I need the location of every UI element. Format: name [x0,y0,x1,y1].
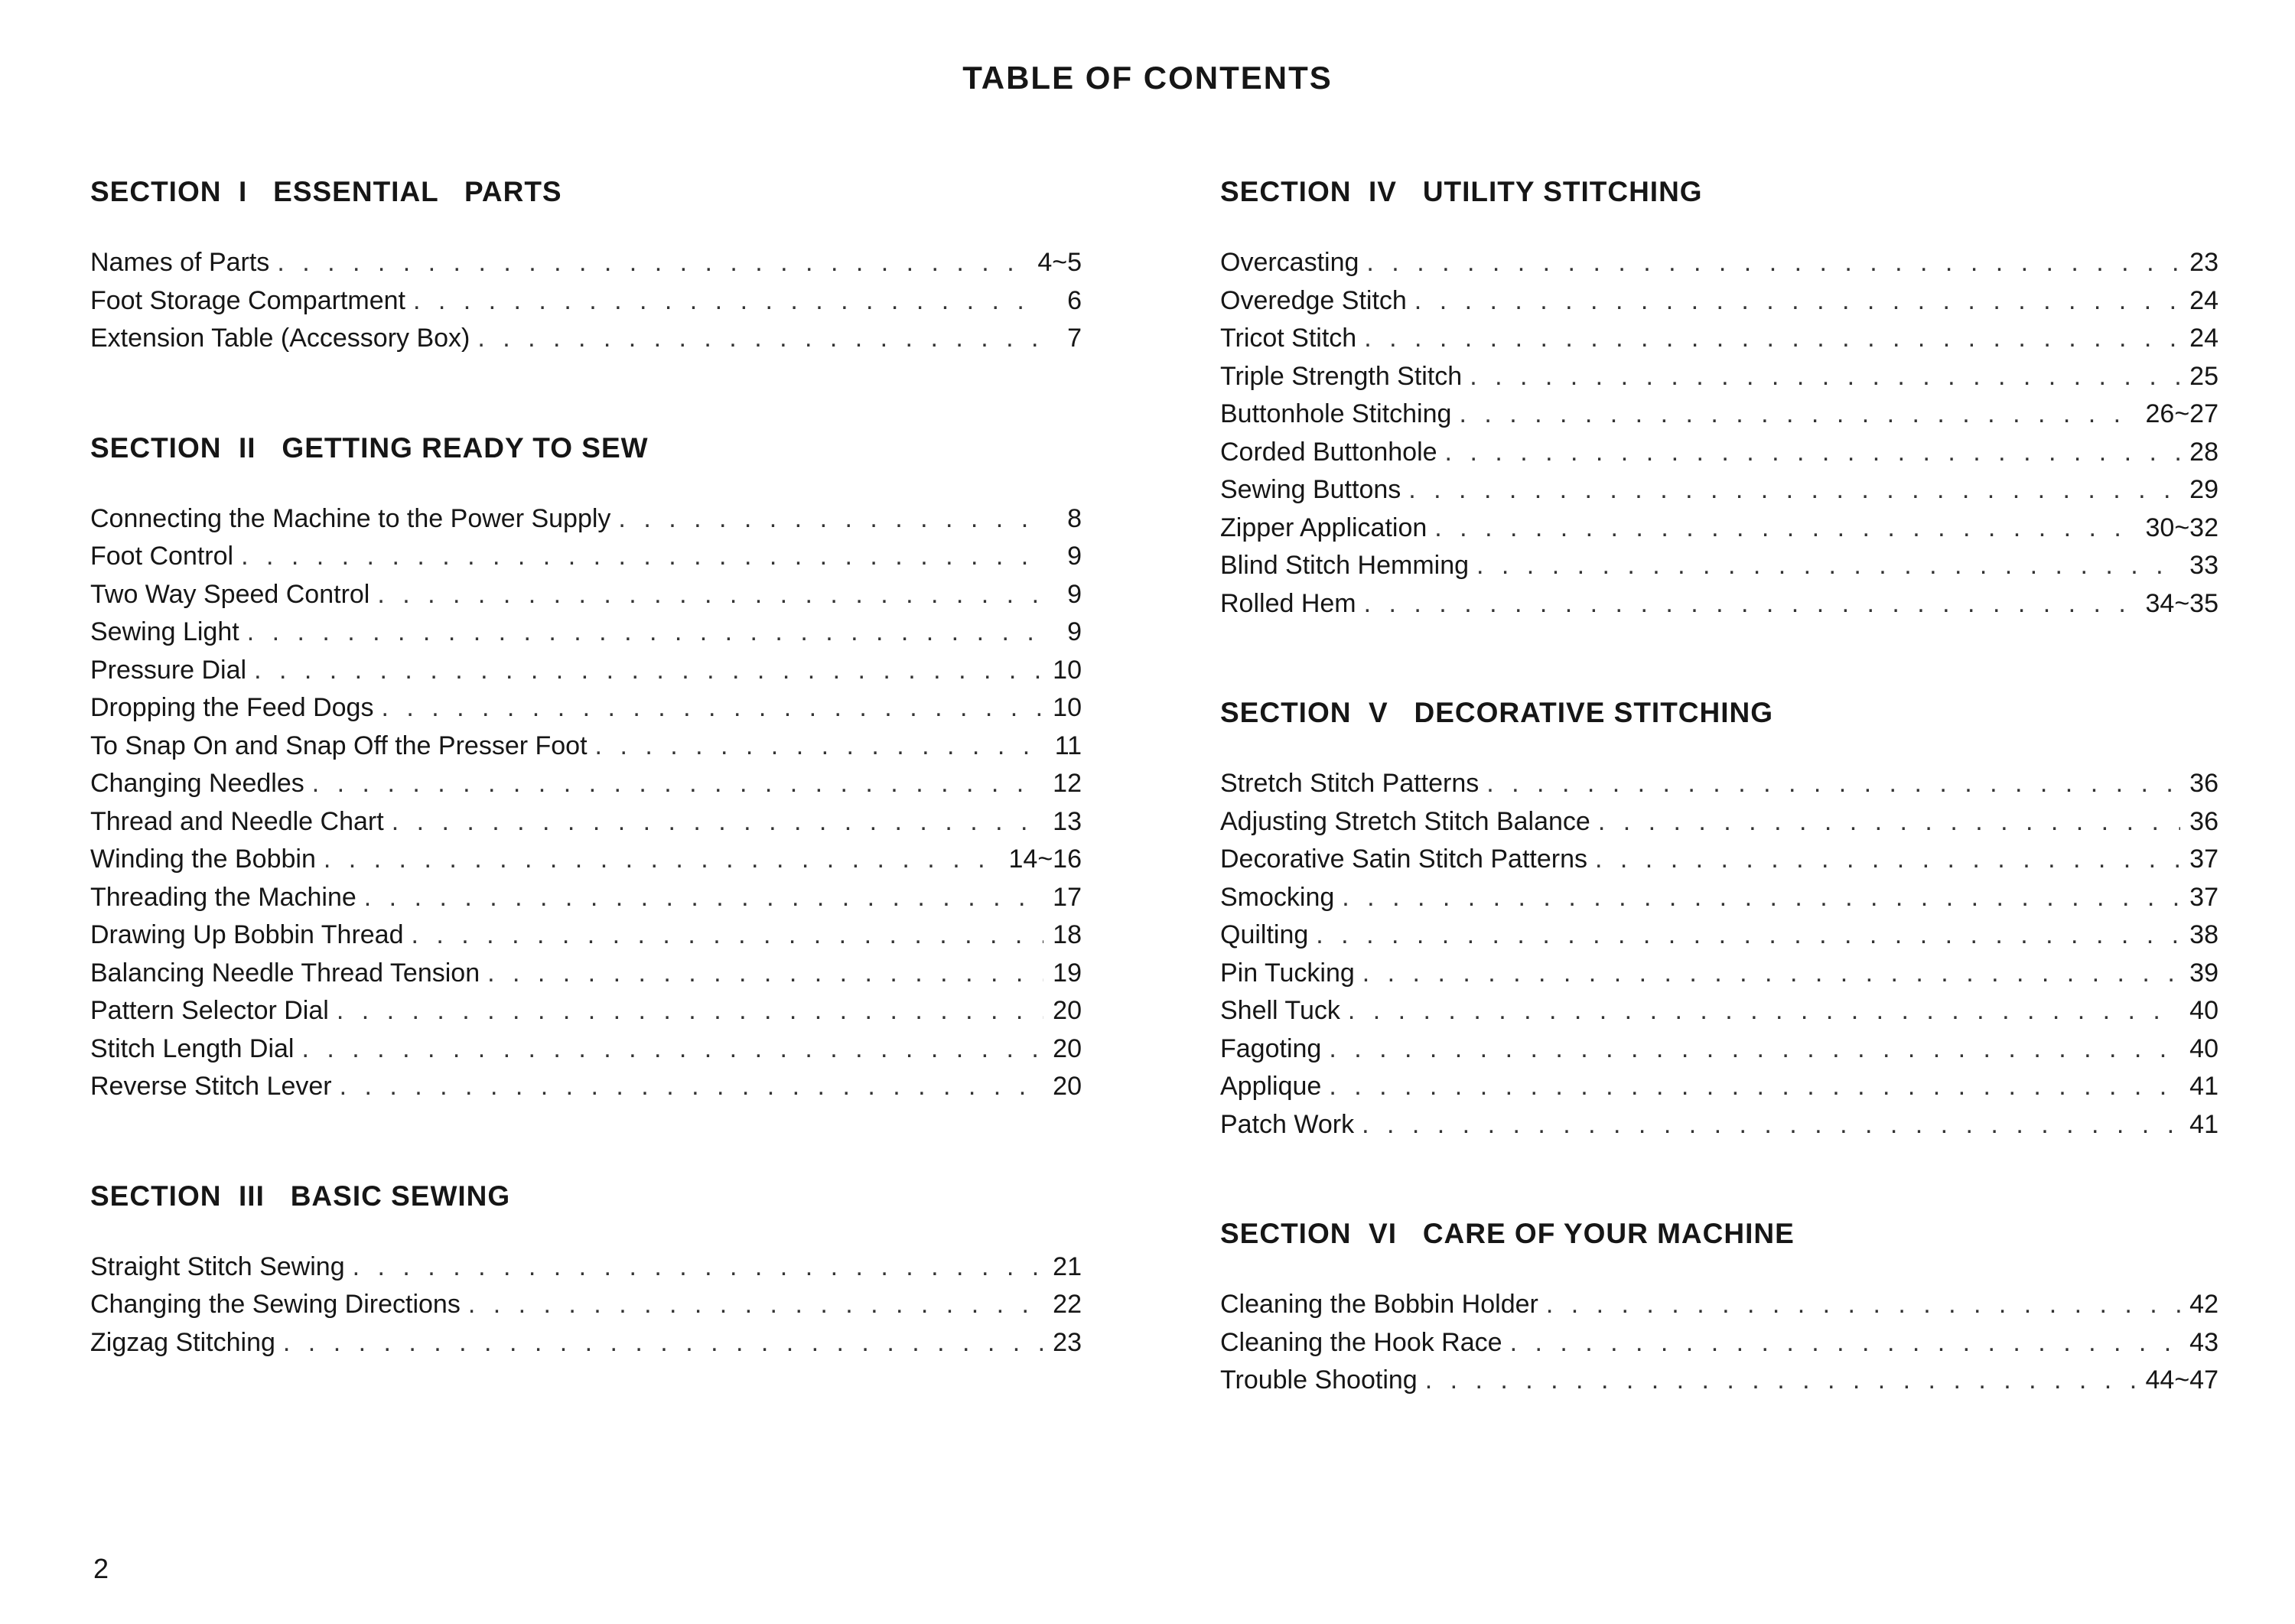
toc-entry [1220,1034,2218,1072]
toc-entry [90,845,1082,883]
entry-page: 8 [1067,503,1082,533]
entry-page: 28 [2189,437,2218,467]
toc-entry [1220,845,2218,883]
toc-entry [90,286,1082,324]
dot-leader [1445,438,2180,467]
entry-page: 12 [1053,769,1082,798]
toc-entry [1220,807,2218,845]
entry-label: Drawing Up Bobbin Thread [90,920,404,949]
entry-page: 41 [2189,1072,2218,1101]
toc-entry [90,617,1082,656]
entry-page: 36 [2189,769,2218,798]
entry-page: 14~16 [1008,845,1082,874]
dot-leader [324,845,1001,874]
dot-leader [1595,845,2180,874]
entry-label: Patch Work [1220,1109,1355,1139]
dot-leader [487,958,1043,988]
entry-label: Pressure Dial [90,655,247,685]
dot-leader [392,807,1043,837]
entry-page: 6 [1067,285,1082,315]
section-title: SECTION II GETTING READY TO SEW [90,431,649,464]
dot-leader [1486,769,2180,799]
entry-page: 38 [2189,920,2218,949]
dot-leader [1598,807,2180,837]
entry-label: Cleaning the Bobbin Holder [1220,1290,1538,1319]
toc-entry [90,693,1082,731]
entry-label: Changing the Sewing Directions [90,1290,461,1319]
dot-leader [1362,958,2180,988]
entry-page: 20 [1053,1033,1082,1063]
section-title: SECTION V DECORATIVE STITCHING [1220,697,1774,728]
section-6 [1220,1218,2218,1404]
entry-label: Sewing Buttons [1220,475,1401,504]
dot-leader [1510,1328,2180,1358]
entry-label: Pattern Selector Dial [90,996,329,1025]
dot-leader [413,286,1043,316]
section-title: SECTION IV UTILITY STITCHING [1220,176,1703,207]
dot-leader [337,996,1043,1026]
dot-leader [1546,1290,2180,1320]
entry-page: 24 [2189,324,2218,353]
toc-entry [90,1252,1082,1290]
right-column [1220,176,2218,1474]
entry-label: Overcasting [1220,248,1359,277]
entry-page: 40 [2189,996,2218,1025]
toc-entry [1220,551,2218,589]
entry-label: Applique [1220,1072,1322,1101]
section-2 [90,432,1082,1110]
dot-leader [377,580,1043,610]
entry-label: Balancing Needle Thread Tension [90,958,480,988]
entry-page: 42 [2189,1290,2218,1319]
toc-entry [1220,324,2218,362]
entry-label: Pin Tucking [1220,958,1355,988]
dot-leader [1476,551,2180,581]
entry-page: 4~5 [1037,248,1082,277]
entry-label: Sewing Light [90,617,239,646]
toc-entry [1220,1365,2218,1404]
entry-page: 22 [1053,1290,1082,1319]
entry-page: 9 [1067,617,1082,646]
toc-entry [1220,1290,2218,1328]
entry-page: 34~35 [2145,588,2218,618]
entry-label: Threading the Machine [90,882,356,912]
entry-label: Straight Stitch Sewing [90,1251,345,1281]
dot-leader [1316,920,2180,950]
entry-label: Tricot Stitch [1220,324,1357,353]
dot-leader [595,731,1043,761]
section-3 [90,1180,1082,1366]
dot-leader [1362,1110,2180,1140]
entry-label: Corded Buttonhole [1220,437,1437,467]
dot-leader [1342,883,2180,913]
toc-entry [90,580,1082,618]
dot-leader [1364,324,2180,353]
entry-label: Blind Stitch Hemming [1220,551,1470,580]
entry-label: Dropping the Feed Dogs [90,693,374,722]
entry-label: Names of Parts [90,248,270,277]
toc-entry [90,883,1082,921]
toc-entry [1220,920,2218,958]
dot-leader [340,1072,1043,1102]
dot-leader [1425,1365,2138,1395]
entry-page: 23 [2189,248,2218,277]
entry-label: Extension Table (Accessory Box) [90,324,470,353]
toc-entry [1220,513,2218,552]
toc-entry [1220,1110,2218,1148]
entry-page: 30~32 [2145,513,2218,542]
entry-page: 10 [1053,655,1082,685]
dot-leader [1329,1072,2180,1102]
dot-leader [312,769,1043,799]
entry-page: 9 [1067,542,1082,571]
entry-page: 21 [1053,1251,1082,1281]
toc-entry [90,958,1082,997]
entry-label: Zigzag Stitching [90,1327,275,1357]
dot-leader [364,883,1043,913]
entry-label: Thread and Needle Chart [90,806,384,836]
dot-leader [1470,362,2180,392]
entry-label: Changing Needles [90,769,304,798]
entry-label: Cleaning the Hook Race [1220,1327,1502,1357]
dot-leader [1348,996,2180,1026]
toc-entry [1220,399,2218,438]
entry-page: 7 [1067,324,1082,353]
entry-page: 17 [1053,882,1082,912]
entry-label: Overedge Stitch [1220,285,1407,315]
toc-entry [1220,1072,2218,1110]
dot-leader [477,324,1043,353]
page-number: 2 [93,1553,109,1584]
entry-page: 37 [2189,845,2218,874]
entry-label: Winding the Bobbin [90,845,316,874]
toc-entry [90,1290,1082,1328]
toc-entry [1220,883,2218,921]
dot-leader [618,504,1043,534]
entry-page: 11 [1054,731,1082,760]
entry-label: Foot Storage Compartment [90,285,405,315]
entry-label: Zipper Application [1220,513,1427,542]
toc-entry [1220,362,2218,400]
toc-entry [90,248,1082,286]
dot-leader [283,1328,1043,1358]
entry-label: Fagoting [1220,1033,1322,1063]
toc-entry [90,504,1082,542]
dot-leader [412,920,1044,950]
toc-entry [1220,958,2218,997]
dot-leader [1408,475,2180,505]
dot-leader [1414,286,2180,316]
entry-page: 41 [2189,1109,2218,1139]
entry-page: 33 [2189,551,2218,580]
entry-label: Triple Strength Stitch [1220,361,1463,391]
dot-leader [1329,1034,2180,1064]
toc-entry [1220,589,2218,627]
entry-label: Quilting [1220,920,1309,949]
section-1 [90,176,1082,362]
entry-label: Rolled Hem [1220,588,1356,618]
toc-entry [90,542,1082,580]
entry-page: 9 [1067,579,1082,609]
dot-leader [353,1252,1043,1282]
toc-entry [90,807,1082,845]
toc-entry [1220,248,2218,286]
dot-leader [1364,589,2138,619]
toc-entry [1220,438,2218,476]
entry-page: 25 [2189,361,2218,391]
dot-leader [247,617,1043,647]
entry-page: 40 [2189,1033,2218,1063]
toc-entry [90,920,1082,958]
toc-entry [1220,1328,2218,1366]
entry-page: 37 [2189,882,2218,912]
toc-entry [90,1072,1082,1110]
dot-leader [1366,248,2180,278]
entry-label: Stitch Length Dial [90,1033,295,1063]
entry-label: Shell Tuck [1220,996,1340,1025]
toc-entry [90,731,1082,770]
entry-page: 26~27 [2145,399,2218,428]
entry-label: Reverse Stitch Lever [90,1072,332,1101]
entry-label: Adjusting Stretch Stitch Balance [1220,806,1590,836]
entry-page: 39 [2189,958,2218,988]
dot-leader [241,542,1043,571]
dot-leader [277,248,1030,278]
toc-entry [1220,769,2218,807]
toc-entry [90,324,1082,362]
entry-label: Trouble Shooting [1220,1365,1418,1395]
toc-entry [90,1034,1082,1072]
entry-page: 24 [2189,285,2218,315]
section-title: SECTION VI CARE OF YOUR MACHINE [1220,1218,1795,1249]
entry-label: Decorative Satin Stitch Patterns [1220,845,1588,874]
dot-leader [1434,513,2137,543]
toc-entry [90,656,1082,694]
entry-page: 20 [1053,1072,1082,1101]
toc-entry [1220,996,2218,1034]
toc-entry [90,769,1082,807]
entry-page: 20 [1053,996,1082,1025]
entry-label: Stretch Stitch Patterns [1220,769,1480,798]
dot-leader [302,1034,1044,1064]
entry-page: 10 [1053,693,1082,722]
toc-entry [90,1328,1082,1366]
section-title: SECTION III BASIC SEWING [90,1180,511,1212]
dot-leader [254,656,1043,685]
entry-page: 23 [1053,1327,1082,1357]
entry-label: Foot Control [90,542,234,571]
dot-leader [1459,399,2137,429]
entry-page: 13 [1053,806,1082,836]
entry-label: Smocking [1220,882,1335,912]
entry-page: 29 [2189,475,2218,504]
dot-leader [468,1290,1043,1320]
left-column [90,176,1082,1436]
entry-label: Connecting the Machine to the Power Supply [90,503,611,533]
entry-page: 43 [2189,1327,2218,1357]
dot-leader [381,693,1043,723]
entry-page: 18 [1053,920,1082,949]
entry-page: 19 [1053,958,1082,988]
toc-entry [1220,475,2218,513]
section-5 [1220,697,2218,1147]
toc-entry [1220,286,2218,324]
entry-page: 44~47 [2145,1365,2218,1395]
section-4 [1220,176,2218,626]
page-title: TABLE OF CONTENTS [962,60,1333,96]
section-title: SECTION I ESSENTIAL PARTS [90,176,562,207]
entry-label: Two Way Speed Control [90,579,370,609]
toc-entry [90,996,1082,1034]
entry-label: To Snap On and Snap Off the Presser Foot [90,731,588,760]
entry-page: 36 [2189,806,2218,836]
entry-label: Buttonhole Stitching [1220,399,1452,428]
